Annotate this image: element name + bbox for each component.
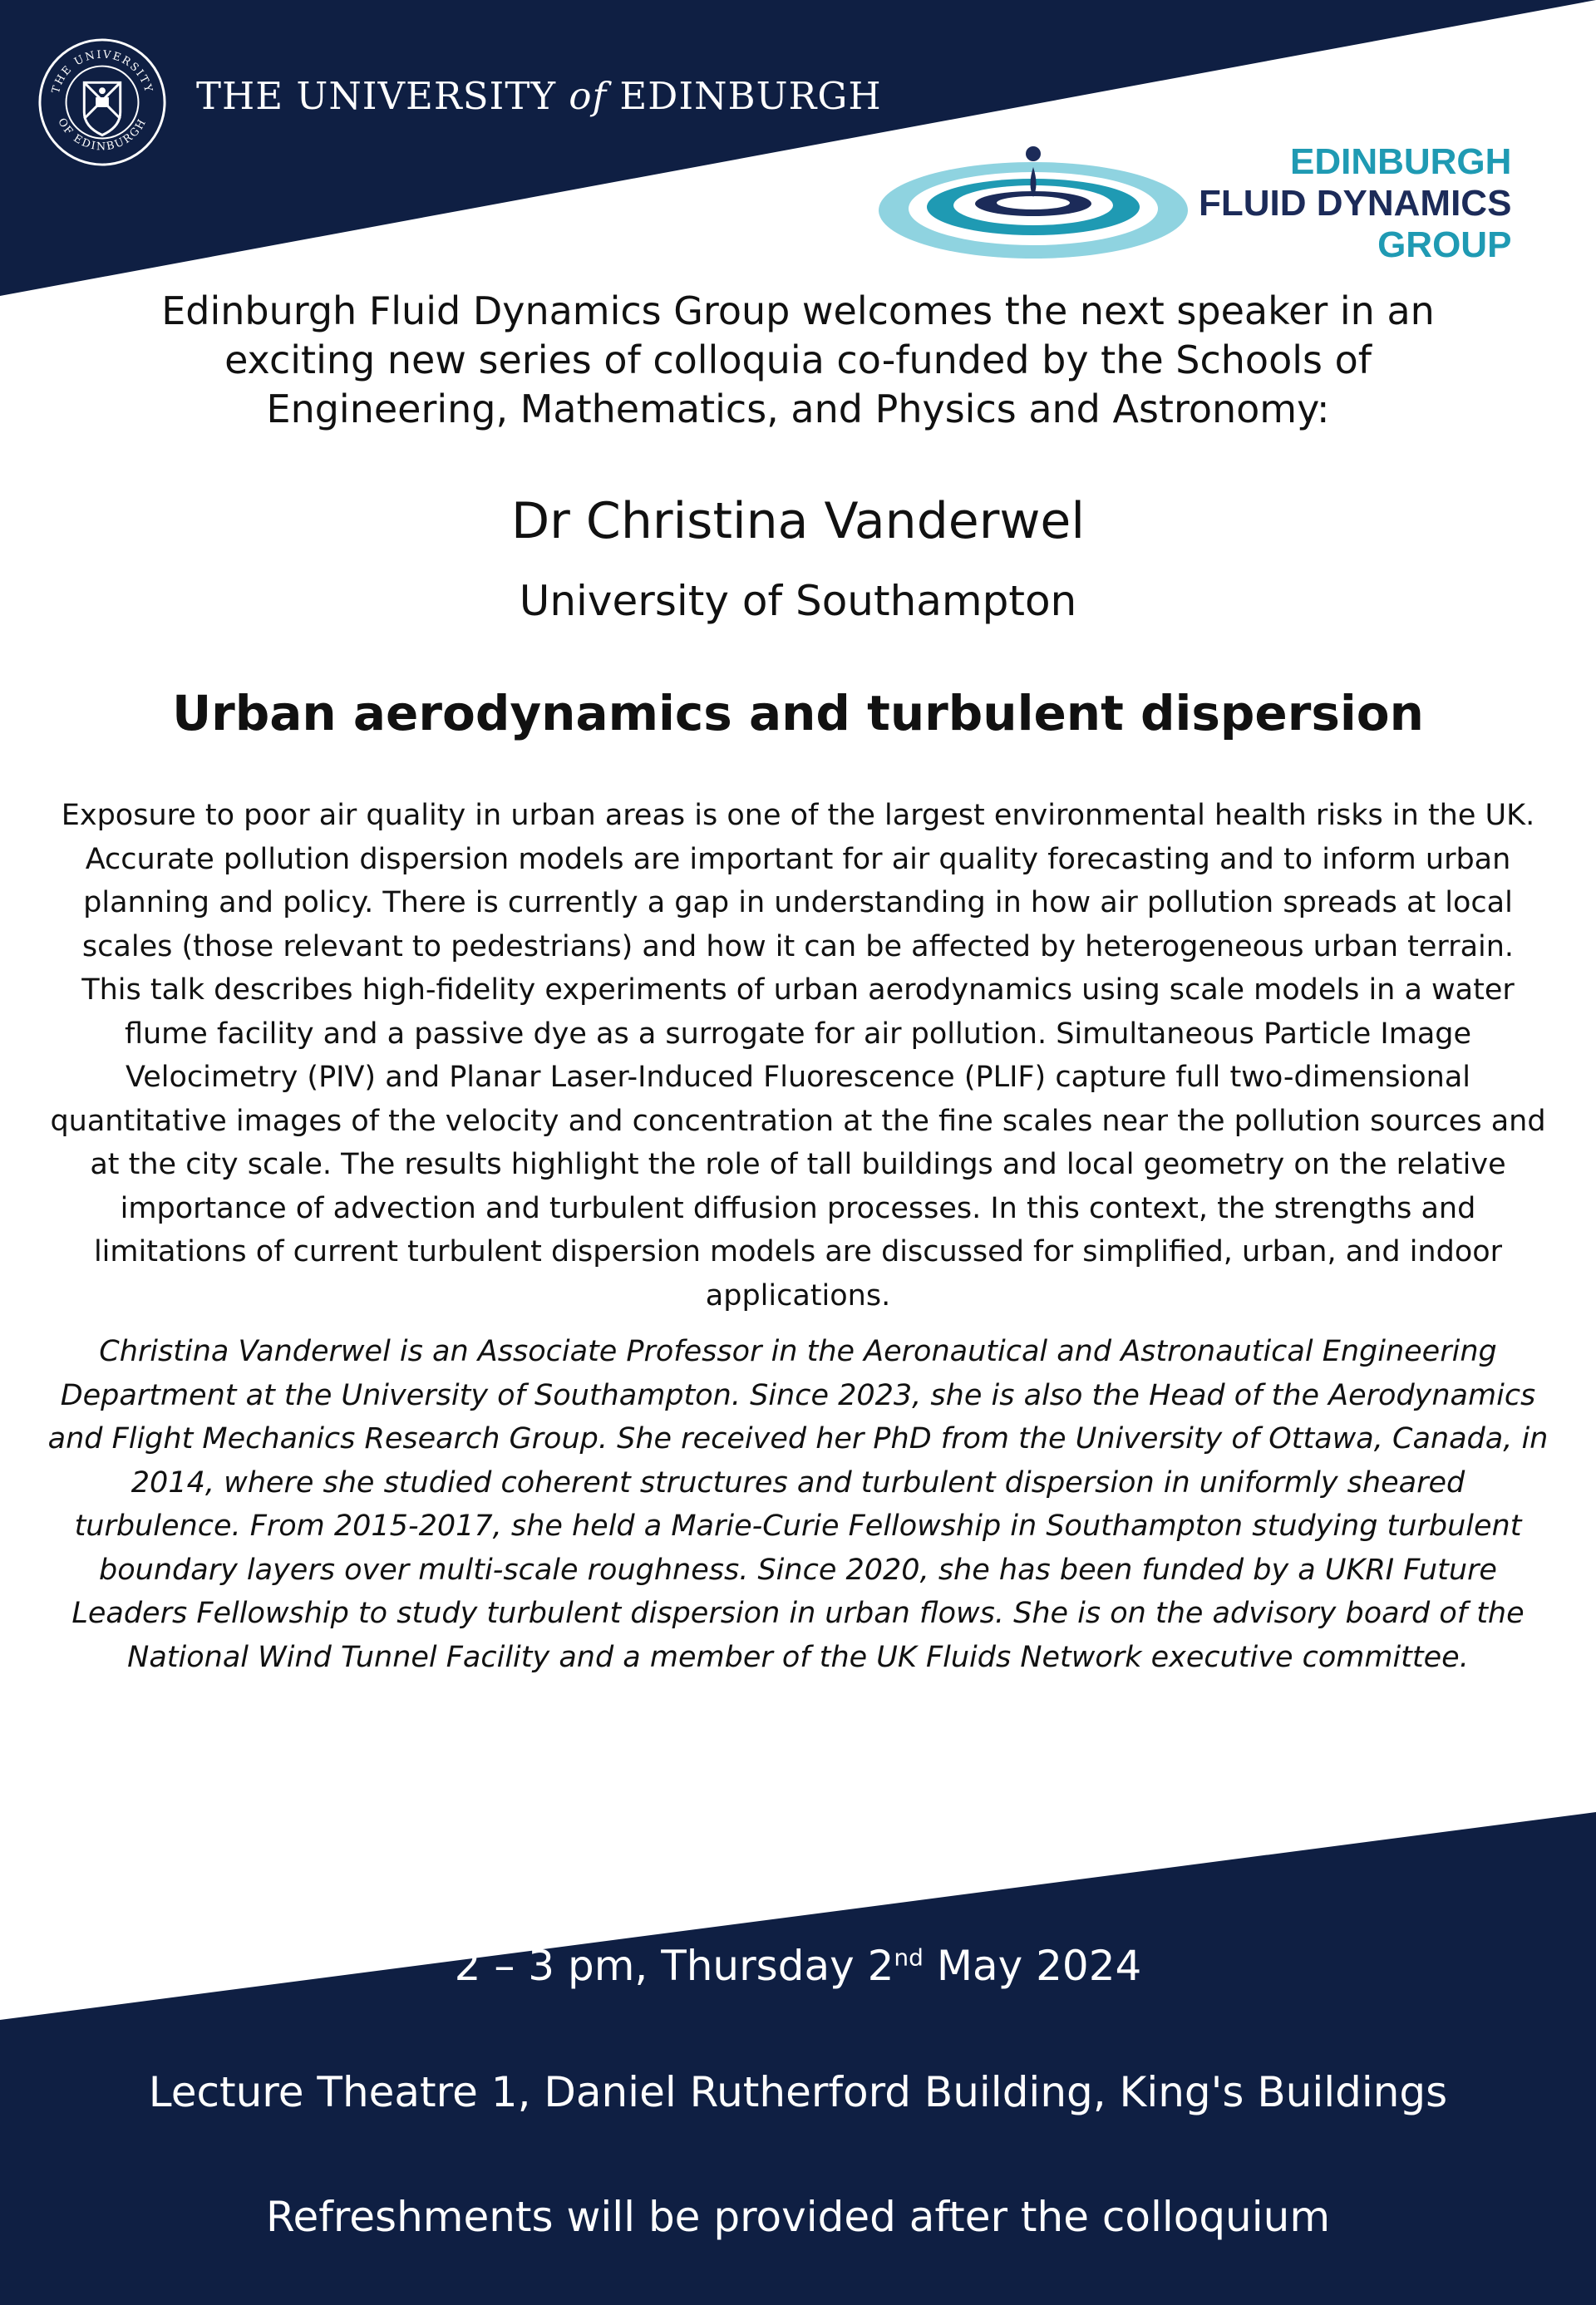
speaker-bio: Christina Vanderwel is an Associate Professor in the Aeronautical and Astronautical Engineering Department at the University of Southampton. Since 2023, she is also the Head of the Aerodynamics and Flight Mechanics Research Group. She received her PhD from the University of Ottawa, Canada, in 2014, where she studied coherent structures and turbulent dispersion in uniformly sheared turbulence. From 2015-2017, she held a Marie-Curie Fellowship in Southampton studying turbulent boundary layers over multi-scale roughness. Since 2020, she has been funded by a UKRI Future Leaders Fellowship to study turbulent dispersion in urban flows. She is on the advisory board of the National Wind Tunnel Facility and a member of the UK Fluids Network executive committee. <box>47 1335 1549 1674</box>
refreshments-note: Refreshments will be provided after the colloquium <box>265 2193 1331 2241</box>
group-logo-line2: FLUID DYNAMICS <box>1199 183 1512 224</box>
group-logo-line3: GROUP <box>1377 224 1512 265</box>
talk-abstract: Exposure to poor air quality in urban areas is one of the largest environmental health risks in the UK. Accurate pollution dispersion models are important for air quality forecasting and to inform urban planning and policy. There is currently a gap in understanding in how air pollution spreads at local scales (those relevant to pedestrians) and how it can be affected by heterogeneous urban terrain. This talk describes high-fidelity experiments of urban aerodynamics using scale models in a water flume facility and a passive dye as a surrogate for air pollution. Simultaneous Particle Image Velocimetry (PIV) and Planar Laser-Induced Fluorescence (PLIF) capture full two-dimensional quantitative images of the velocity and concentration at the fine scales near the pollution sources and at the city scale. The results highlight the role of tall buildings and local geometry on the relative importance of advection and turbulent diffusion processes. In this context, the strengths and limitations of current turbulent dispersion models are discussed for simplified, urban, and indoor applications. <box>50 799 1546 1313</box>
event-time-ordinal: nd <box>894 1943 924 1972</box>
speaker-name: Dr Christina Vanderwel <box>510 492 1086 550</box>
group-logo-line1: EDINBURGH <box>1289 141 1512 182</box>
event-time-prefix: 2 – 3 pm, Thursday 2 <box>454 1942 894 1990</box>
event-venue: Lecture Theatre 1, Daniel Rutherford Building, King's Buildings <box>148 2068 1448 2116</box>
university-name <box>196 71 882 121</box>
intro-paragraph <box>0 287 1596 434</box>
water-droplet-ripple-icon <box>874 137 1192 262</box>
intro-text: welcomes the next speaker in an exciting new series of colloquia co-funded by the Schools of Engineering, Mathematics, and Physics and Astronomy: <box>224 288 1435 431</box>
seal-text-bottom: OF EDINBURGH <box>55 116 150 154</box>
speaker-institution: University of Southampton <box>519 577 1077 625</box>
seal-text-top: THE UNIVERSITY <box>49 48 155 96</box>
event-time <box>0 1937 1596 1995</box>
university-name-the: THE UNIVERSITY <box>196 74 557 118</box>
university-name-of: of <box>569 74 608 118</box>
intro-group-name: Edinburgh Fluid Dynamics Group <box>161 288 791 333</box>
event-time-suffix: May 2024 <box>923 1942 1142 1990</box>
talk-title: Urban aerodynamics and turbulent dispersion <box>172 685 1424 741</box>
group-logo-text <box>1199 141 1511 266</box>
university-name-city: EDINBURGH <box>619 74 882 118</box>
university-seal-icon <box>37 37 168 168</box>
